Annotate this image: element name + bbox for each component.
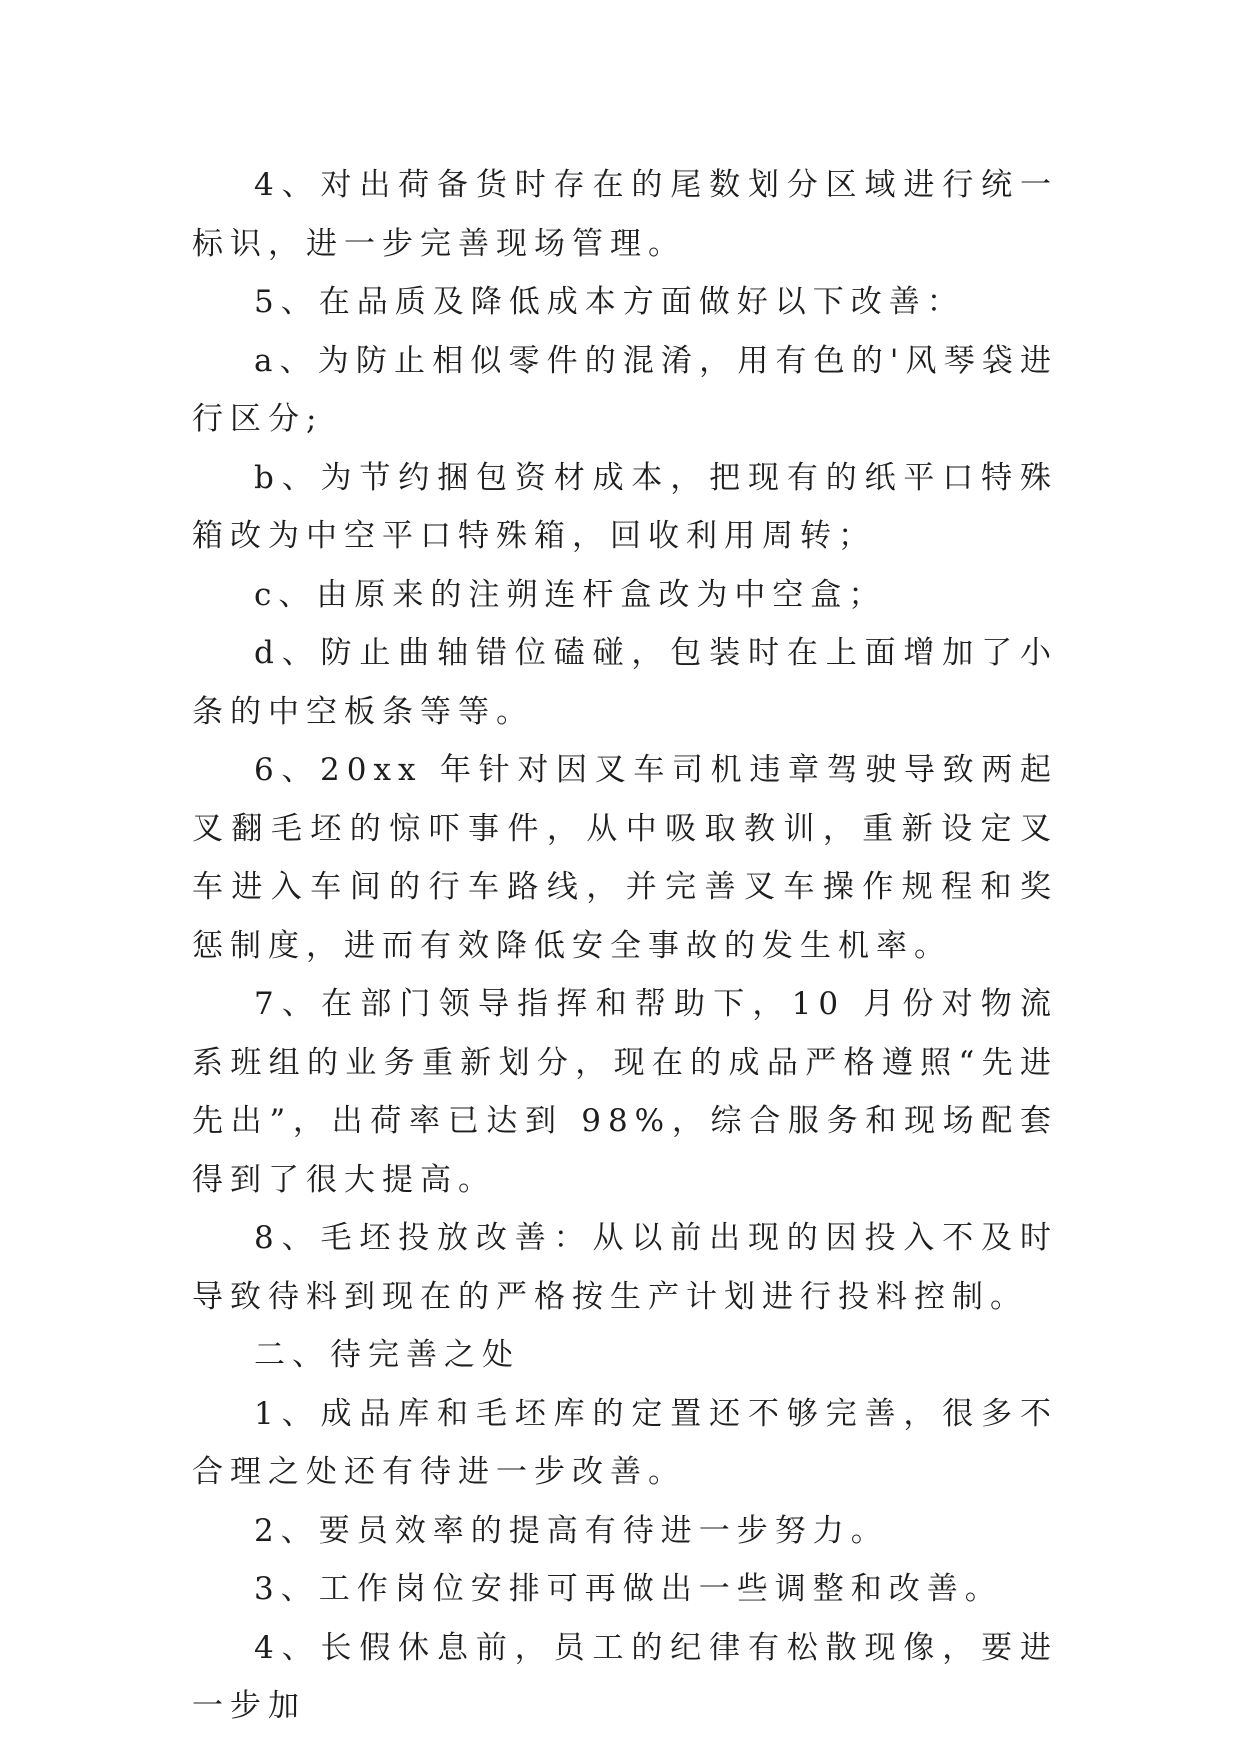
document-body: [192, 156, 1058, 1736]
paragraph: 2、要员效率的提高有待进一步努力。: [254, 1512, 889, 1549]
paragraph: 5、在品质及降低成本方面做好以下改善：: [254, 284, 965, 320]
paragraph: c、由原来的注朔连杆盒改为中空盒；: [254, 576, 887, 613]
section-heading: 二、待完善之处: [254, 1337, 520, 1373]
paragraph: b、为节约捆包资材成本，把现有的纸平口特殊箱改为中空平口特殊箱，回收利用周转；: [192, 459, 1058, 554]
paragraph: 1、成品库和毛坯库的定置还不够完善，很多不合理之处还有待进一步改善。: [192, 1395, 1058, 1490]
paragraph: 3、工作岗位安排可再做出一些调整和改善。: [254, 1571, 1003, 1607]
paragraph: a、为防止相似零件的混淆，用有色的'风琴袋进行区分;: [192, 342, 1058, 437]
paragraph: 6、20xx 年针对因叉车司机违章驾驶导致两起叉翻毛坯的惊吓事件，从中吸取教训，重新设定叉车进入车间的行车路线，并完善叉车操作规程和奖惩制度，进而有效降低安全事故的发生机率。: [192, 752, 1058, 964]
paragraph: 4、长假休息前，员工的纪律有松散现像，要进一步加: [192, 1629, 1058, 1724]
paragraph: 4、对出荷备货时存在的尾数划分区域进行统一标识，进一步完善现场管理。: [192, 167, 1058, 262]
paragraph: d、防止曲轴错位磕碰，包装时在上面增加了小条的中空板条等等。: [192, 635, 1058, 730]
paragraph: 7、在部门领导指挥和帮助下，10 月份对物流系班组的业务重新划分，现在的成品严格遵照“先进先出”，出荷率已达到 98%，综合服务和现场配套得到了很大提高。: [192, 986, 1058, 1198]
paragraph: 8、毛坯投放改善：从以前出现的因投入不及时导致待料到现在的严格按生产计划进行投料控制。: [192, 1220, 1058, 1315]
